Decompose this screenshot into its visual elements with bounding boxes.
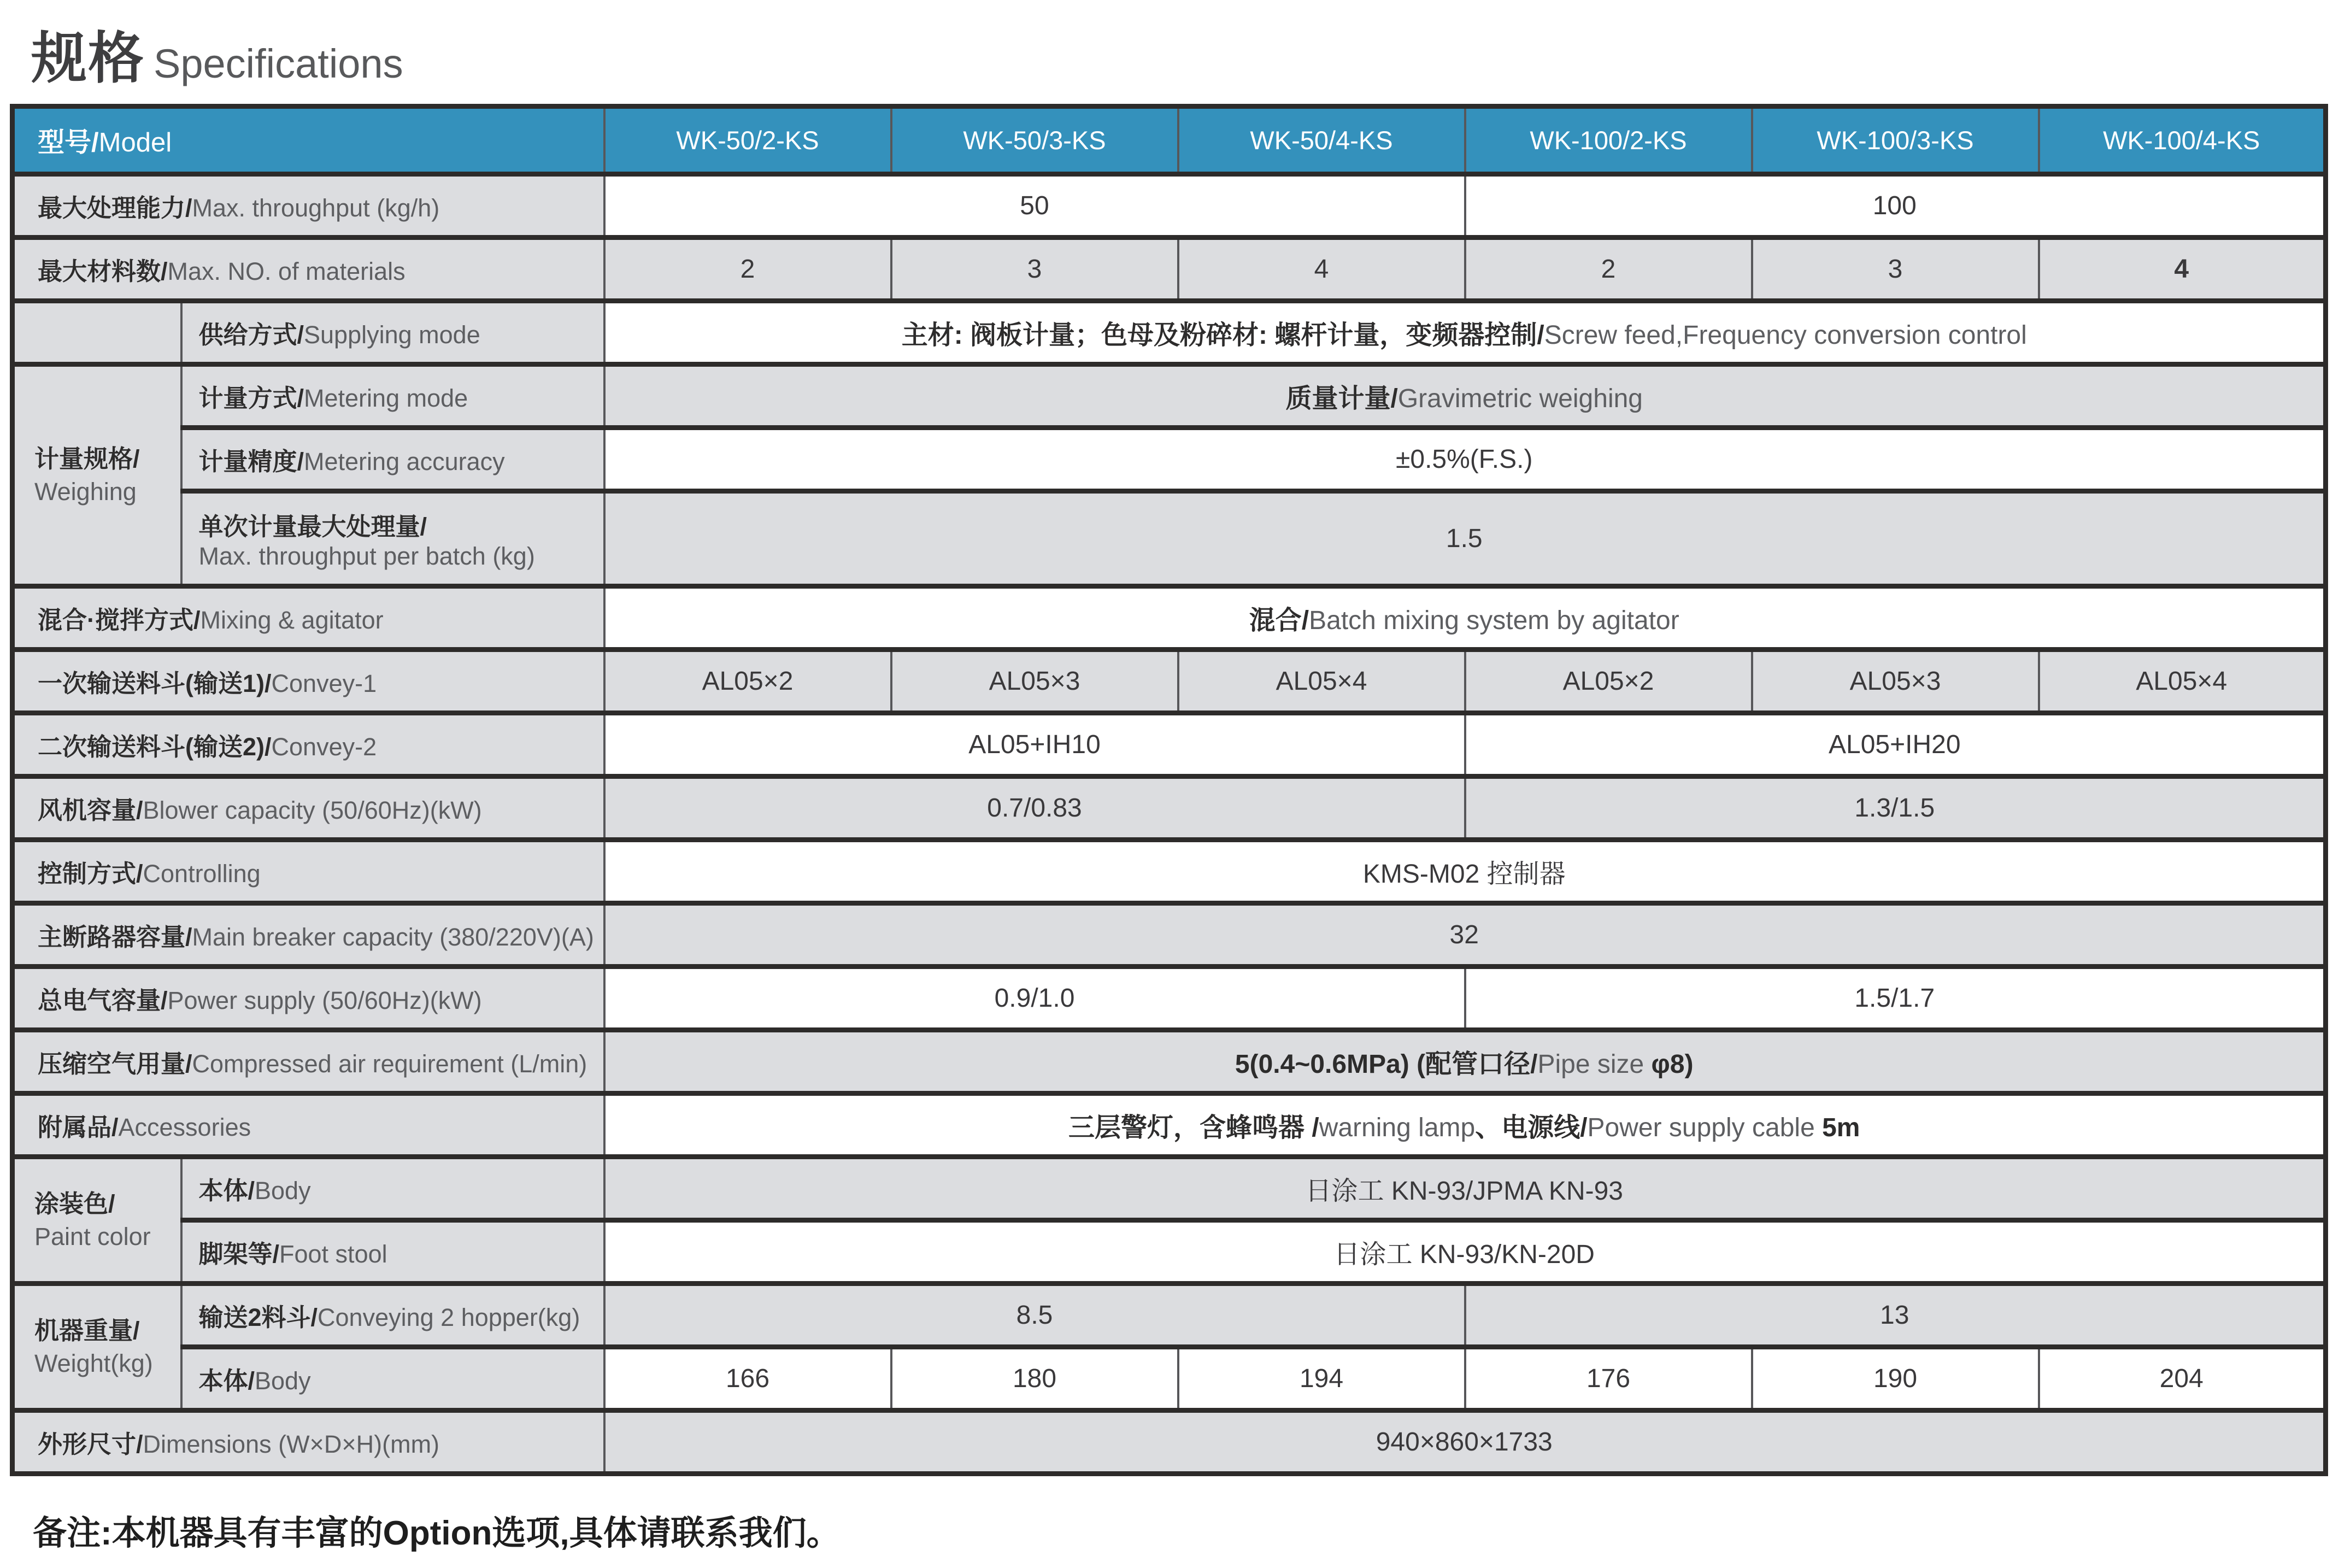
value-zh: 5m [1822, 1113, 1860, 1142]
row-weight-body [13, 1347, 2326, 1411]
value-en: Screw feed,Frequency conversion control [1544, 321, 2027, 350]
label-en: Conveying 2 hopper(kg) [318, 1303, 580, 1331]
cell-throughput-50: 50 [604, 174, 1465, 238]
row-label-dimensions [13, 1411, 604, 1474]
group-label-zh: 涂装色/ [34, 1190, 115, 1218]
row-label-accessories [13, 1094, 604, 1157]
label-zh: 输送2料斗/ [198, 1303, 318, 1331]
row-label-metering-mode [181, 365, 604, 428]
cell-materials-3: 4 [1178, 238, 1465, 301]
row-label-weight-hopper [181, 1284, 604, 1347]
cell-materials-5: 3 [1752, 238, 2039, 301]
row-batch [13, 491, 2326, 586]
row-label-throughput [13, 174, 604, 238]
row-materials [13, 238, 2326, 301]
label-en: Supplying mode [304, 321, 480, 349]
table-header-row [13, 107, 2326, 174]
label-zh: 主断路器容量/ [38, 923, 192, 951]
label-zh: 最大材料数/ [38, 257, 168, 285]
cell-accessories [604, 1094, 2326, 1157]
label-en: Model [98, 127, 172, 157]
group-label-en: Paint color [34, 1222, 151, 1250]
cell-blower-50: 0.7/0.83 [604, 777, 1465, 840]
label-en: Max. throughput (kg/h) [192, 194, 440, 222]
label-en: Body [255, 1367, 311, 1395]
row-label-weight-body [181, 1347, 604, 1411]
label-en: Controlling [143, 860, 261, 888]
header-model-1: WK-50/2-KS [604, 107, 891, 174]
cell-weight-body-6: 204 [2039, 1347, 2326, 1411]
cell-throughput-100: 100 [1465, 174, 2326, 238]
row-convey1 [13, 650, 2326, 713]
value-en: Gravimetric weighing [1397, 384, 1643, 413]
cell-weight-body-2: 180 [891, 1347, 1178, 1411]
cell-dimensions: 940×860×1733 [604, 1411, 2326, 1474]
value-zh: φ8) [1651, 1050, 1694, 1079]
row-label-controlling [13, 840, 604, 903]
page-title-zh: 规格 [31, 27, 145, 90]
row-label-metering-accuracy [181, 428, 604, 491]
cell-batch: 1.5 [604, 491, 2326, 586]
label-zh: 计量方式/ [198, 384, 304, 412]
cell-power-100: 1.5/1.7 [1465, 967, 2326, 1030]
group-label-en: Weight(kg) [34, 1349, 153, 1377]
cell-blower-100: 1.3/1.5 [1465, 777, 2326, 840]
cell-convey2-100: AL05+IH20 [1465, 713, 2326, 777]
footnote: 备注:本机器具有丰富的Option选项,具体请联系我们。 [33, 1514, 841, 1552]
cell-paint-body: 日涂工 KN-93/JPMA KN-93 [604, 1157, 2326, 1220]
cell-convey1-1: AL05×2 [604, 650, 891, 713]
row-label-air [13, 1030, 604, 1094]
cell-breaker: 32 [604, 903, 2326, 967]
label-en: Metering mode [304, 384, 468, 412]
header-model-4: WK-100/2-KS [1465, 107, 1752, 174]
cell-convey1-4: AL05×2 [1465, 650, 1752, 713]
row-label-mixing [13, 586, 604, 650]
label-zh: 脚架等/ [198, 1240, 280, 1268]
row-paint-foot [13, 1220, 2326, 1284]
cell-materials-1: 2 [604, 238, 891, 301]
cell-metering-mode [604, 365, 2326, 428]
row-dimensions [13, 1411, 2326, 1474]
label-zh: 混合·搅拌方式/ [38, 606, 201, 634]
cell-weight-body-1: 166 [604, 1347, 891, 1411]
value-zh: 混合/ [1249, 606, 1309, 635]
label-en: Dimensions (W×D×H)(mm) [143, 1430, 440, 1458]
header-model-5: WK-100/3-KS [1752, 107, 2039, 174]
cell-weight-body-3: 194 [1178, 1347, 1465, 1411]
cell-metering-accuracy: ±0.5%(F.S.) [604, 428, 2326, 491]
label-zh: 总电气容量/ [38, 986, 168, 1014]
cell-power-50: 0.9/1.0 [604, 967, 1465, 1030]
cell-paint-foot: 日涂工 KN-93/KN-20D [604, 1220, 2326, 1284]
cell-weight-body-4: 176 [1465, 1347, 1752, 1411]
row-accessories [13, 1094, 2326, 1157]
label-en: Max. throughput per batch (kg) [198, 542, 535, 570]
group-paint-color [13, 1157, 181, 1284]
row-supplying [13, 301, 2326, 365]
row-label-batch [181, 491, 604, 586]
row-blower [13, 777, 2326, 840]
header-model-6: WK-100/4-KS [2039, 107, 2326, 174]
label-zh: 外形尺寸/ [38, 1430, 143, 1458]
cell-materials-4: 2 [1465, 238, 1752, 301]
cell-convey1-6: AL05×4 [2039, 650, 2326, 713]
row-paint-body [13, 1157, 2326, 1220]
value-zh: 、电源线/ [1475, 1113, 1588, 1142]
row-convey2 [13, 713, 2326, 777]
label-zh: 供给方式/ [198, 321, 304, 349]
value-en: Power supply cable [1587, 1113, 1823, 1142]
cell-mixing [604, 586, 2326, 650]
label-en: Foot stool [279, 1240, 387, 1268]
page-title [0, 0, 2333, 90]
cell-materials-6: 4 [2039, 238, 2326, 301]
label-zh: 本体/ [198, 1177, 255, 1205]
label-en: Main breaker capacity (380/220V)(A) [192, 923, 594, 951]
row-breaker [13, 903, 2326, 967]
row-label-materials [13, 238, 604, 301]
row-air [13, 1030, 2326, 1094]
label-zh: 二次输送料斗(输送2)/ [38, 733, 272, 761]
cell-convey1-3: AL05×4 [1178, 650, 1465, 713]
row-label-convey2 [13, 713, 604, 777]
cell-weight-hopper-100: 13 [1465, 1284, 2326, 1347]
row-metering-mode [13, 365, 2326, 428]
label-zh: 单次计量最大处理量/ [198, 513, 427, 541]
header-model-2: WK-50/3-KS [891, 107, 1178, 174]
value-en: warning lamp [1319, 1113, 1476, 1142]
label-en: Metering accuracy [304, 448, 505, 475]
row-label-power [13, 967, 604, 1030]
group-weighing [13, 365, 181, 586]
value-en: Batch mixing system by agitator [1309, 606, 1679, 635]
row-metering-accuracy [13, 428, 2326, 491]
label-en: Power supply (50/60Hz)(kW) [167, 986, 482, 1014]
row-throughput [13, 174, 2326, 238]
label-en: Convey-1 [271, 670, 377, 697]
value-en: Pipe size [1537, 1050, 1652, 1079]
label-zh: 型号/ [38, 127, 99, 157]
row-label-paint-body [181, 1157, 604, 1220]
label-en: Max. NO. of materials [167, 257, 406, 285]
group-weight [13, 1284, 181, 1411]
label-zh: 本体/ [198, 1367, 255, 1395]
label-zh: 一次输送料斗(输送1)/ [38, 670, 272, 697]
value-zh: 质量计量/ [1285, 384, 1398, 413]
cell-supplying [604, 301, 2326, 365]
label-zh: 计量精度/ [198, 448, 304, 475]
row-mixing [13, 586, 2326, 650]
row-label-supplying [181, 301, 604, 365]
header-model-3: WK-50/4-KS [1178, 107, 1465, 174]
cell-materials-2: 3 [891, 238, 1178, 301]
empty-cell [13, 301, 181, 365]
cell-convey1-5: AL05×3 [1752, 650, 2039, 713]
label-zh: 控制方式/ [38, 860, 143, 888]
row-label-breaker [13, 903, 604, 967]
specifications-table [10, 104, 2328, 1476]
label-en: Body [255, 1177, 311, 1205]
header-model-label [13, 107, 604, 174]
cell-weight-body-5: 190 [1752, 1347, 2039, 1411]
label-zh: 风机容量/ [38, 796, 143, 824]
row-controlling [13, 840, 2326, 903]
page-title-en: Specifications [154, 41, 403, 86]
label-zh: 最大处理能力/ [38, 194, 192, 222]
cell-convey2-50: AL05+IH10 [604, 713, 1465, 777]
value-zh: 主材: 阀板计量；色母及粉碎材: 螺杆计量，变频器控制/ [901, 321, 1544, 350]
row-label-convey1 [13, 650, 604, 713]
label-en: Accessories [118, 1113, 251, 1141]
label-zh: 压缩空气用量/ [38, 1050, 192, 1078]
group-label-en: Weighing [34, 477, 137, 506]
group-label-zh: 机器重量/ [34, 1317, 140, 1345]
value-zh: 5(0.4~0.6MPa) (配管口径/ [1235, 1050, 1538, 1079]
row-label-blower [13, 777, 604, 840]
label-en: Convey-2 [271, 733, 377, 761]
value-zh: 三层警灯，含蜂鸣器 / [1068, 1113, 1319, 1142]
group-label-zh: 计量规格/ [34, 445, 140, 473]
row-weight-hopper [13, 1284, 2326, 1347]
row-power [13, 967, 2326, 1030]
label-en: Mixing & agitator [200, 606, 384, 634]
label-zh: 附属品/ [38, 1113, 119, 1141]
cell-weight-hopper-50: 8.5 [604, 1284, 1465, 1347]
label-en: Blower capacity (50/60Hz)(kW) [143, 796, 482, 824]
cell-convey1-2: AL05×3 [891, 650, 1178, 713]
row-label-paint-foot [181, 1220, 604, 1284]
cell-controlling: KMS-M02 控制器 [604, 840, 2326, 903]
cell-air [604, 1030, 2326, 1094]
label-en: Compressed air requirement (L/min) [192, 1050, 587, 1078]
